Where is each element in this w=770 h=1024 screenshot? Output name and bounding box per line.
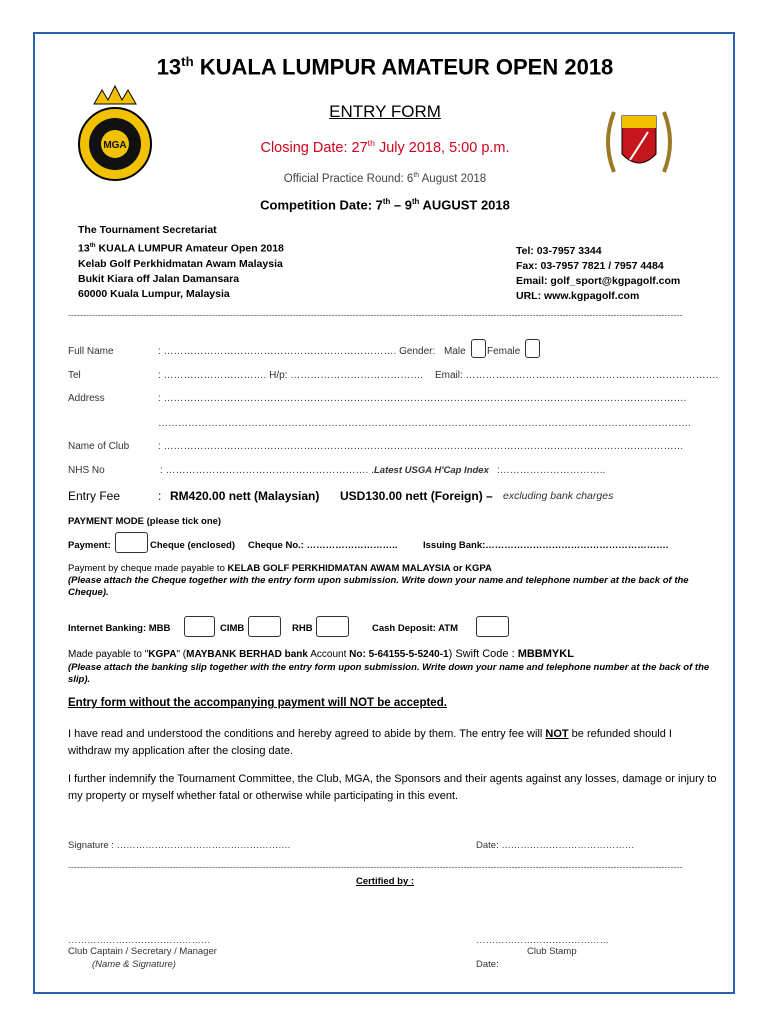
contact-email: Email: golf_sport@kgpagolf.com xyxy=(516,275,681,287)
fee-foreign: USD130.00 nett (Foreign) – xyxy=(340,489,493,503)
payment-mode: PAYMENT MODE (please tick one) xyxy=(68,516,222,527)
club-label: Name of Club xyxy=(68,441,130,452)
cimb-checkbox[interactable] xyxy=(248,616,281,637)
fee-colon: : xyxy=(158,489,162,503)
full-name-field[interactable]: : ……………………………………………………………. Gender: xyxy=(158,346,436,357)
contact-info xyxy=(516,244,680,304)
name-signature-label: (Name & Signature) xyxy=(92,959,176,970)
page-title: 13th KUALA LUMPUR AMATEUR OPEN 2018 xyxy=(156,54,614,80)
cash-deposit-label: Cash Deposit: ATM xyxy=(372,623,459,634)
fee-label: Entry Fee xyxy=(68,489,121,503)
captain-label: Club Captain / Secretary / Manager xyxy=(68,946,217,957)
secretariat-line: Bukit Kiara off Jalan Damansara xyxy=(78,272,240,285)
contact-fax: Fax: 03-7957 7821 / 7957 4484 xyxy=(516,260,664,272)
internet-banking-mbb: Internet Banking: MBB xyxy=(68,623,171,634)
date-field[interactable]: Date: …………………………………… xyxy=(476,840,635,851)
female-checkbox[interactable] xyxy=(525,339,540,358)
form-title: ENTRY FORM xyxy=(329,102,441,121)
address-field-2[interactable]: ……………………………………………………………………………………………………………………………………………. xyxy=(158,418,691,429)
fee-malaysian: RM420.00 nett (Malaysian) xyxy=(170,489,320,503)
address-field-1[interactable]: : …………………………………………………………………………………………………………………………………………. xyxy=(158,393,687,404)
payment-warning: Entry form without the accompanying payment will NOT be accepted. xyxy=(68,697,447,709)
club-stamp-label: Club Stamp xyxy=(527,946,577,957)
fee-note: excluding bank charges xyxy=(503,490,614,502)
divider-2: ------------------------------------------------------------------------------------------------------------------------------------------------------------------------------------------------------------- xyxy=(68,862,683,872)
club-field[interactable]: : ………………………………………………………………………………………………………………………………………… xyxy=(158,441,684,452)
female-label: Female xyxy=(487,346,521,357)
payment-label: Payment: xyxy=(68,540,111,551)
cimb-label: CIMB xyxy=(220,623,245,634)
contact-url: URL: www.kgpagolf.com xyxy=(516,290,640,302)
cheque-label: Cheque (enclosed) xyxy=(150,540,235,551)
divider: ------------------------------------------------------------------------------------------------------------------------------------------------------------------------------------------------------------- xyxy=(68,310,683,320)
secretariat-line: The Tournament Secretariat xyxy=(78,224,217,236)
closing-date: Closing Date: 27th July 2018, 5:00 p.m. xyxy=(260,138,510,156)
secretariat-line: 60000 Kuala Lumpur, Malaysia xyxy=(78,287,230,300)
terms-paragraph-2: I further indemnify the Tournament Committee, the Club, MGA, the Sponsors and their agents against any losses, damage or injury to my property or myself whether fatal or otherwise while participating in this event. xyxy=(68,773,717,802)
mga-logo xyxy=(76,84,154,184)
practice-round: Official Practice Round: 6th August 2018 xyxy=(283,172,487,185)
atm-checkbox[interactable] xyxy=(476,616,509,637)
secretariat-address xyxy=(78,223,284,302)
cheque-payable: Payment by cheque made payable to KELAB GOLF PERKHIDMATAN AWAM MALAYSIA or KGPA xyxy=(68,563,492,574)
cheque-note: (Please attach the Cheque together with the entry form upon submission. Write down your name and telephone number at the back of the Cheque). xyxy=(68,575,689,598)
issuing-bank-field[interactable]: Issuing Bank:…………………………………………………. xyxy=(423,540,669,551)
secretariat-line: Kelab Golf Perkhidmatan Awam Malaysia xyxy=(78,257,283,270)
stamp-line[interactable]: …………………………………… xyxy=(476,935,609,946)
male-checkbox[interactable] xyxy=(471,339,486,358)
male-label: Male xyxy=(444,346,466,357)
nhs-label: NHS No xyxy=(68,465,105,476)
bank-transfer-details: Made payable to "KGPA" (MAYBANK BERHAD bank Account No: 5-64155-5-5240-1) Swift Code : MBBMYKL xyxy=(68,648,574,660)
tel-label: Tel xyxy=(68,370,81,381)
cheque-no-field[interactable]: Cheque No.: ……………………….. xyxy=(248,540,398,551)
usga-field[interactable]: :………………………….. xyxy=(497,465,606,476)
certified-by: Certified by : xyxy=(355,876,415,887)
terms-paragraph-1: I have read and understood the conditions and hereby agreed to abide by them. The entry fee will NOT be refunded should I withdraw my application after the closing date. xyxy=(68,728,672,757)
mbb-checkbox[interactable] xyxy=(184,616,215,637)
secretariat-line: 13th KUALA LUMPUR Amateur Open 2018 xyxy=(78,242,284,255)
slip-note: (Please attach the banking slip together with the entry form upon submission. Write down your name and telephone number at the back of the slip). xyxy=(68,662,710,685)
signature-field[interactable]: Signature : ………………………………………………. xyxy=(68,840,291,851)
cheque-checkbox[interactable] xyxy=(115,532,148,553)
tel-field[interactable]: : …………………………. H/p: …………………………………. xyxy=(158,370,424,381)
captain-signature-line[interactable]: ……………………………………… xyxy=(68,935,211,946)
address-label: Address xyxy=(68,393,105,404)
contact-tel: Tel: 03-7957 3344 xyxy=(516,245,602,257)
nhs-field[interactable]: : ……………………………………………………. . xyxy=(160,465,374,476)
usga-label: Latest USGA H'Cap Index xyxy=(374,465,489,476)
rhb-label: RHB xyxy=(292,623,313,634)
email-field[interactable]: Email: …………………………………………………………………. xyxy=(435,370,719,381)
stamp-date-label: Date: xyxy=(476,959,499,970)
svg-text:MGA: MGA xyxy=(103,140,127,151)
competition-date: Competition Date: 7th – 9th AUGUST 2018 xyxy=(260,197,510,213)
full-name-label: Full Name xyxy=(68,346,114,357)
rhb-checkbox[interactable] xyxy=(316,616,349,637)
